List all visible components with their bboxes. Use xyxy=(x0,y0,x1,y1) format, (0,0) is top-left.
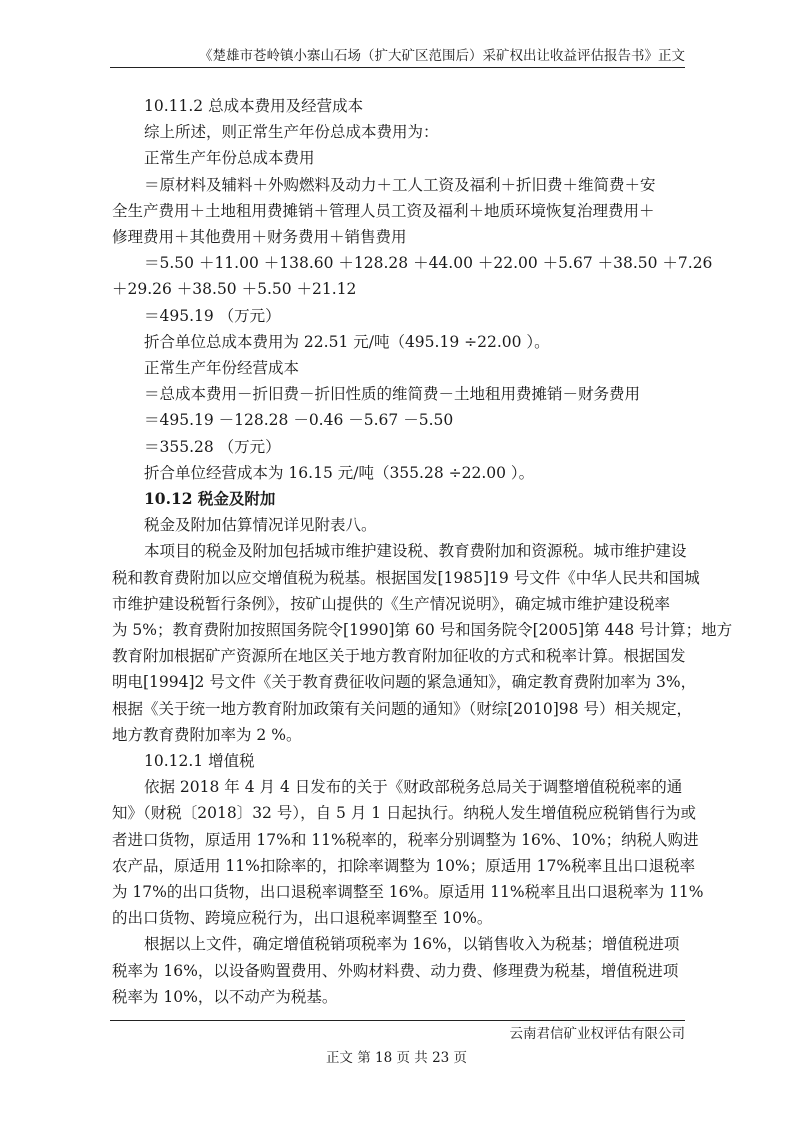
company-name: 云南君信矿业权评估有限公司 xyxy=(509,1026,685,1042)
formula-line: 全生产费用＋土地租用费摊销＋管理人员工资及福利＋地质环境恢复治理费用＋ xyxy=(112,202,655,220)
section-heading-10-12: 10.12 税金及附加 xyxy=(144,489,276,508)
text-line: 正常生产年份总成本费用 xyxy=(144,149,315,167)
formula-line: ＝总成本费用－折旧费－折旧性质的维简费－土地租用费摊销－财务费用 xyxy=(144,385,641,403)
text-line: 综上所述，则正常生产年份总成本费用为： xyxy=(144,123,439,141)
formula-line: ＝5.50 ＋11.00 ＋138.60 ＋128.28 ＋44.00 ＋22.00 ＋5.67 ＋38.50 ＋7.26 xyxy=(144,254,713,272)
formula-line: ＝原材料及辅料＋外购燃料及动力＋工人工资及福利＋折旧费＋维简费＋安 xyxy=(144,176,656,194)
paragraph-line: 为 17%的出口货物，出口退税率调整至 16%。原适用 11%税率且出口退税率为 11% xyxy=(112,883,704,901)
paragraph-line: 税率为 10%，以不动产为税基。 xyxy=(112,988,338,1006)
paragraph-line: 农产品，原适用 11%扣除率的，扣除率调整为 10%；原适用 17%税率且出口退税率 xyxy=(112,857,696,875)
paragraph-line: 者进口货物，原适用 17%和 11%税率的，税率分别调整为 16%、10%；纳税人购进 xyxy=(112,831,699,849)
paragraph-line: 的出口货物、跨境应税行为，出口退税率调整至 10%。 xyxy=(112,909,493,927)
text-line: 正常生产年份经营成本 xyxy=(144,359,300,377)
paragraph-line: 税和教育费附加以应交增值税为税基。根据国发[1985]19 号文件《中华人民共和国城 xyxy=(112,569,700,587)
paragraph-line: 本项目的税金及附加包括城市维护建设税、教育费附加和资源税。城市维护建设 xyxy=(144,542,687,560)
formula-line: ＋29.26 ＋38.50 ＋5.50 ＋21.12 xyxy=(112,280,357,298)
formula-line: ＝495.19 －128.28 －0.46 －5.67 －5.50 xyxy=(144,411,454,429)
document-header: 《楚雄市苍岭镇小寨山石场（扩大矿区范围后）采矿权出让收益评估报告书》正文 xyxy=(199,48,685,64)
page-number: 正文 第 18 页 共 23 页 xyxy=(325,1050,468,1066)
paragraph-line: 地方教育费附加率为 2 %。 xyxy=(112,726,302,744)
text-line: 折合单位总成本费用为 22.51 元/吨（495.19 ÷22.00 ）。 xyxy=(144,333,550,351)
section-heading-10-11-2: 10.11.2 总成本费用及经营成本 xyxy=(144,97,364,115)
section-heading-10-12-1: 10.12.1 增值税 xyxy=(144,752,255,770)
formula-line: ＝495.19 （万元） xyxy=(144,307,281,325)
paragraph-line: 根据以上文件，确定增值税销项税率为 16%，以销售收入为税基；增值税进项 xyxy=(144,935,680,953)
header-divider xyxy=(110,67,685,68)
paragraph-line: 为 5%；教育费附加按照国务院令[1990]第 60 号和国务院令[2005]第 448 号计算；地方 xyxy=(112,621,733,639)
paragraph-line: 市维护建设税暂行条例》，按矿山提供的《生产情况说明》，确定城市维护建设税率 xyxy=(112,595,671,613)
footer-divider xyxy=(110,1020,685,1021)
paragraph-line: 教育附加根据矿产资源所在地区关于地方教育附加征收的方式和税率计算。根据国发 xyxy=(112,647,686,665)
text-line: 税金及附加估算情况详见附表八。 xyxy=(144,516,377,534)
formula-line: 修理费用＋其他费用＋财务费用＋销售费用 xyxy=(112,228,407,246)
paragraph-line: 明电[1994]2 号文件《关于教育费征收问题的紧急通知》，确定教育费附加率为 3%， xyxy=(112,673,697,691)
paragraph-line: 税率为 16%，以设备购置费用、外购材料费、动力费、修理费为税基，增值税进项 xyxy=(112,962,679,980)
paragraph-line: 知》（财税〔2018〕32 号），自 5 月 1 日起执行。纳税人发生增值税应税销售行为或 xyxy=(112,804,697,822)
paragraph-line: 根据《关于统一地方教育附加政策有关问题的通知》（财综[2010]98 号）相关规定， xyxy=(112,700,692,718)
formula-line: ＝355.28 （万元） xyxy=(144,438,281,456)
paragraph-line: 依据 2018 年 4 月 4 日发布的关于《财政部税务总局关于调整增值税税率的通 xyxy=(144,778,683,796)
text-line: 折合单位经营成本为 16.15 元/吨（355.28 ÷22.00 ）。 xyxy=(144,464,535,482)
